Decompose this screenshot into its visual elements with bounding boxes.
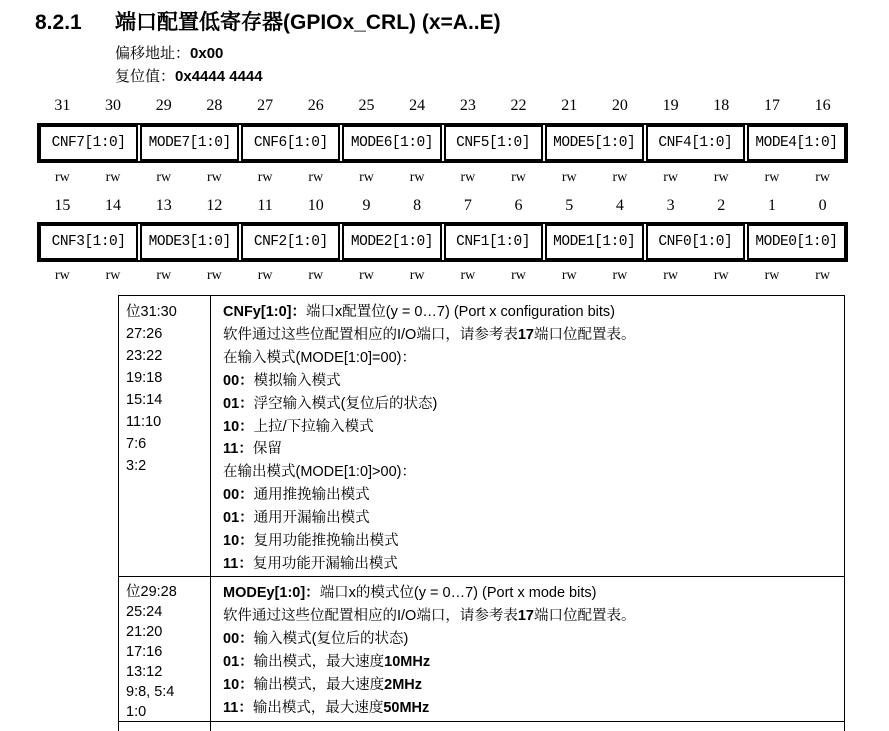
description-line: [223, 484, 840, 507]
line-text: 输出模式，最大速度: [253, 677, 385, 693]
access-flag: rw: [308, 170, 324, 185]
bit-number: 11: [257, 197, 273, 214]
bit-number: 4: [615, 197, 624, 214]
line-bold-prefix: 10：: [223, 533, 254, 550]
bit-number: 21: [561, 97, 578, 114]
access-flag: rw: [409, 268, 425, 283]
line-text: 输出模式，最大速度: [252, 700, 384, 716]
register-field-cell: MODE6[1:0]: [342, 125, 441, 161]
description-line: [223, 461, 840, 484]
line-text: 端口x的模式位(y = 0…7) (Port x mode bits): [319, 585, 597, 601]
bit-number: 2: [717, 197, 726, 214]
line-text: 保留: [252, 441, 282, 458]
bit-range-line: 27:26: [126, 326, 163, 342]
register-field-cell: MODE5[1:0]: [545, 125, 644, 161]
bit-number: 5: [565, 197, 574, 214]
access-flag: rw: [511, 170, 526, 185]
line-bold-prefix: 11：: [223, 555, 253, 572]
bit-range-line: 23:22: [126, 348, 163, 364]
line-bold-prefix: 10：: [223, 677, 254, 693]
access-flag: rw: [460, 268, 476, 283]
access-flag: rw: [359, 268, 374, 283]
section-number: 8.2.1: [35, 11, 82, 34]
bit-range-line: 9:8, 5:4: [126, 684, 175, 700]
description-line: [223, 416, 840, 439]
bit-number: 22: [510, 97, 527, 114]
description-table: [118, 295, 845, 722]
line-text: 上拉/下拉输入模式: [253, 418, 374, 435]
line-text: 在输入模式(MODE[1:0]=00)：: [223, 349, 416, 366]
register-field-cell: CNF5[1:0]: [444, 125, 543, 161]
access-flag: rw: [105, 170, 121, 185]
register-field-cell: MODE2[1:0]: [342, 224, 441, 260]
bit-number: 30: [105, 97, 122, 114]
line-bold-prefix: MODEy[1:0]：: [223, 585, 320, 601]
line-text: 端口x配置位(y = 0…7) (Port x configuration bits): [305, 304, 616, 320]
line-bold-prefix: CNFy[1:0]：: [223, 304, 306, 320]
register-field-cell: CNF7[1:0]: [39, 125, 138, 161]
access-flag: rw: [561, 268, 577, 283]
register-field-cell: CNF1[1:0]: [444, 224, 543, 260]
bit-range-line: 25:24: [126, 604, 163, 620]
register-field-cell: CNF6[1:0]: [241, 125, 340, 161]
line-text: 浮空输入模式(复位后的状态): [253, 395, 438, 412]
description-line: [223, 301, 840, 324]
access-flag: rw: [764, 268, 780, 283]
bit-number: 24: [409, 97, 426, 114]
access-flag: rw: [561, 170, 577, 185]
register-field-cell: MODE7[1:0]: [140, 125, 239, 161]
bit-number: 15: [54, 197, 71, 214]
line-text: 通用开漏输出模式: [253, 510, 370, 527]
bit-number: 20: [611, 97, 628, 114]
cnf-description-row: [119, 296, 844, 577]
access-flag: rw: [257, 170, 273, 185]
access-flag: rw: [815, 170, 831, 185]
access-flag: rw: [359, 170, 374, 185]
bit-number: 7: [463, 197, 472, 214]
register-field-cell: CNF2[1:0]: [241, 224, 340, 260]
mode-description-row: [119, 577, 844, 721]
bit-number: 1: [767, 197, 776, 214]
bit-number: 17: [763, 97, 780, 114]
bit-range-line: 位29:28: [126, 584, 177, 600]
register-field-cell: MODE4[1:0]: [747, 125, 846, 161]
access-flag: rw: [207, 170, 222, 185]
description-line: [223, 530, 840, 553]
bit-range-line: 1:0: [126, 704, 147, 720]
bit-number: 12: [206, 197, 223, 214]
description-line: [223, 582, 840, 605]
access-flag: rw: [663, 268, 678, 283]
reset-value: 0x4444 4444: [175, 68, 263, 85]
access-flag: rw: [105, 268, 121, 283]
bit-numbers-low: [37, 197, 848, 215]
line-bold-mid: 50MHz: [383, 700, 430, 716]
register-field-cell: MODE0[1:0]: [747, 224, 846, 260]
line-bold-mid: 17: [517, 608, 534, 624]
bit-number: 26: [307, 97, 324, 114]
bit-number: 9: [362, 197, 371, 214]
access-flag: rw: [663, 170, 678, 185]
line-text: 通用推挽输出模式: [253, 487, 370, 504]
bit-number: 8: [413, 197, 422, 214]
bit-range-column: [119, 296, 211, 576]
line-text: 软件通过这些位配置相应的I/O端口，请参考表: [223, 608, 518, 624]
access-flag: rw: [612, 268, 628, 283]
access-flag: rw: [156, 170, 172, 185]
line-text: 输入模式(复位后的状态): [253, 631, 409, 647]
access-row-high: [37, 170, 848, 186]
bit-number: 19: [662, 97, 679, 114]
line-bold-mid: 2MHz: [384, 677, 423, 693]
bit-numbers-high: [37, 97, 848, 115]
bit-range-line: 19:18: [126, 370, 163, 386]
bit-range-column: [119, 577, 211, 721]
line-text-tail: 端口位配置表。: [533, 608, 636, 624]
reset-value-line: [115, 65, 263, 88]
bit-range-line: 13:12: [126, 664, 163, 680]
offset-label: 偏移地址：: [115, 45, 191, 62]
access-flag: rw: [713, 170, 729, 185]
description-line: [223, 393, 840, 416]
line-text: 复用功能开漏输出模式: [252, 555, 398, 572]
access-flag: rw: [713, 268, 729, 283]
line-text: 在输出模式(MODE[1:0]>00)：: [223, 464, 416, 481]
bit-range-line: 11:10: [126, 414, 162, 430]
offset-value: 0x00: [190, 45, 224, 62]
description-line: [223, 324, 840, 347]
line-text: 复用功能推挽输出模式: [253, 533, 399, 550]
reset-label: 复位值：: [115, 68, 176, 85]
description-line: [223, 674, 840, 697]
offset-address-line: [115, 42, 263, 65]
bit-range-line: 17:16: [126, 644, 163, 660]
page-title: 端口配置低寄存器(GPIOx_CRL) (x=A..E): [115, 11, 501, 34]
line-bold-prefix: 00：: [223, 372, 254, 389]
bit-number: 25: [358, 97, 375, 114]
register-field-cell: MODE3[1:0]: [140, 224, 239, 260]
next-row-cutoff: [118, 722, 845, 731]
bit-number: 27: [257, 97, 274, 114]
bit-number: 16: [814, 97, 831, 114]
section-heading: [35, 6, 501, 36]
bit-number: 0: [818, 197, 827, 214]
description-column: [211, 577, 844, 721]
description-line: [223, 347, 840, 370]
line-bold-prefix: 01：: [223, 510, 254, 527]
description-line: [223, 605, 840, 628]
description-column: [211, 296, 844, 576]
bit-number: 29: [155, 97, 172, 114]
bit-range-column-stub: [119, 722, 211, 731]
register-meta: [115, 42, 263, 88]
bit-number: 23: [459, 97, 476, 114]
description-line: [223, 651, 840, 674]
description-line: [223, 438, 840, 461]
access-flag: rw: [257, 268, 273, 283]
bit-number: 31: [54, 97, 71, 114]
bit-range-line: 21:20: [126, 624, 163, 640]
access-flag: rw: [612, 170, 628, 185]
description-line: [223, 507, 840, 530]
bit-range-line: 位31:30: [126, 304, 177, 320]
bit-number: 13: [155, 197, 172, 214]
access-flag: rw: [207, 268, 222, 283]
line-text: 模拟输入模式: [253, 372, 341, 389]
bit-range-line: 7:6: [126, 436, 147, 452]
access-flag: rw: [815, 268, 831, 283]
register-field-cell: CNF3[1:0]: [39, 224, 138, 260]
line-bold-prefix: 10：: [223, 418, 254, 435]
bit-range-line: 15:14: [126, 392, 163, 408]
access-flag: rw: [764, 170, 780, 185]
bit-number: 18: [713, 97, 730, 114]
description-line: [223, 697, 840, 720]
access-flag: rw: [511, 268, 526, 283]
access-flag: rw: [409, 170, 425, 185]
register-row-high: [37, 123, 848, 163]
register-field-cell: CNF0[1:0]: [646, 224, 745, 260]
line-bold-prefix: 00：: [223, 487, 254, 504]
access-flag: rw: [156, 268, 172, 283]
description-line: [223, 553, 840, 576]
line-bold-prefix: 01：: [223, 654, 254, 670]
access-flag: rw: [308, 268, 324, 283]
register-field-cell: CNF4[1:0]: [646, 125, 745, 161]
line-bold-prefix: 01：: [223, 395, 254, 412]
bit-number: 10: [307, 197, 324, 214]
bit-number: 14: [105, 197, 122, 214]
line-bold-mid: 17: [517, 326, 534, 343]
bit-range-line: 3:2: [126, 458, 147, 474]
line-text: 输出模式，最大速度: [253, 654, 385, 670]
bit-number: 28: [206, 97, 223, 114]
line-bold-prefix: 00：: [223, 631, 254, 647]
access-flag: rw: [460, 170, 476, 185]
register-row-low: [37, 222, 848, 262]
line-text-tail: 端口位配置表。: [533, 326, 636, 343]
access-row-low: [37, 268, 848, 284]
bit-number: 3: [666, 197, 675, 214]
line-bold-prefix: 11：: [223, 441, 253, 458]
access-flag: rw: [54, 170, 70, 185]
description-line: [223, 370, 840, 393]
access-flag: rw: [54, 268, 70, 283]
line-bold-mid: 10MHz: [384, 654, 431, 670]
register-field-cell: MODE1[1:0]: [545, 224, 644, 260]
line-text: 软件通过这些位配置相应的I/O端口，请参考表: [223, 326, 518, 343]
bit-number: 6: [514, 197, 523, 214]
description-line: [223, 628, 840, 651]
line-bold-prefix: 11：: [223, 700, 253, 716]
